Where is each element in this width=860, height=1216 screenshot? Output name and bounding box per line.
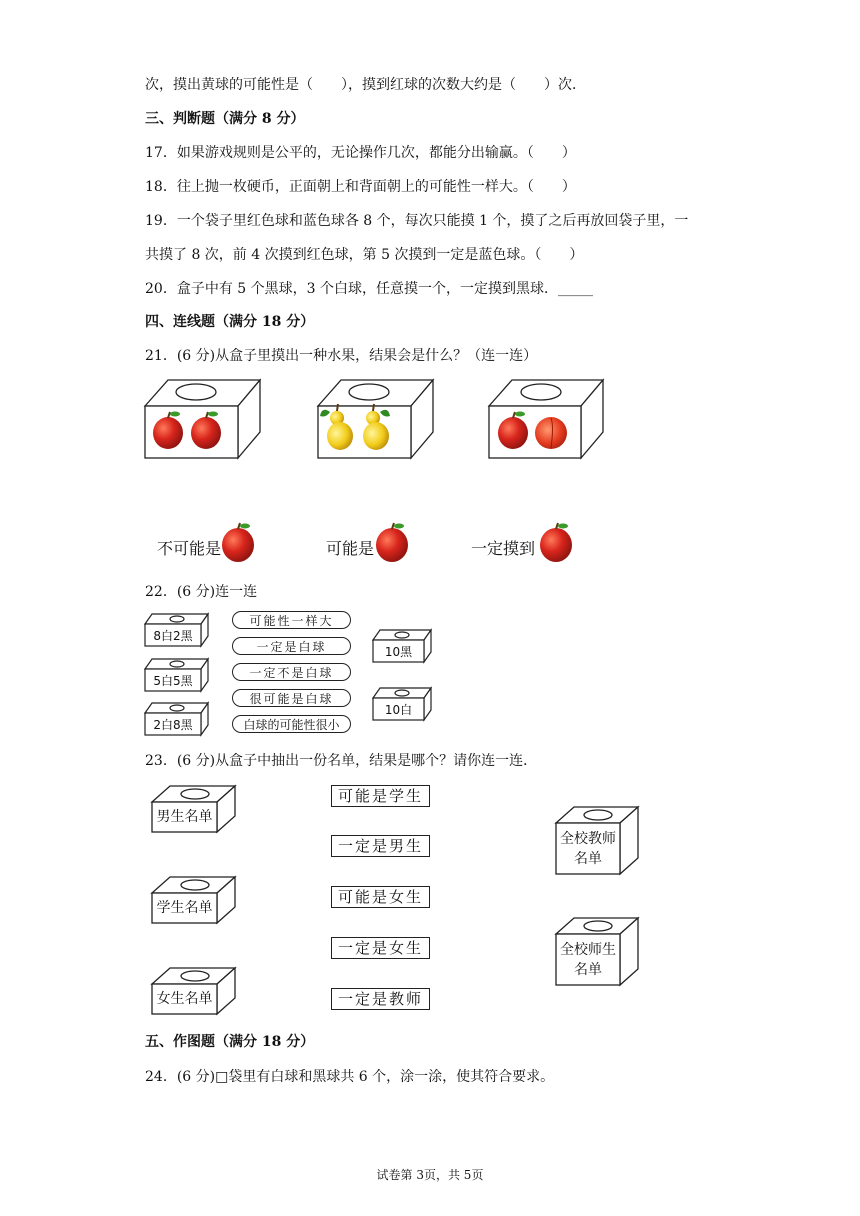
apple-icon <box>540 523 572 562</box>
q23-statement: 一定是女生 <box>331 937 430 959</box>
q22-right-box-label: 10白 <box>384 703 413 717</box>
q22-statement: 可能性一样大 <box>232 611 351 629</box>
q23-right-box-label <box>556 829 620 869</box>
q22-left-box-label: 2白8黑 <box>153 718 193 732</box>
apple-icon <box>222 523 254 562</box>
q22-left-box-label: 8白2黑 <box>153 629 193 643</box>
q23-right-box-label-line2: 名单 <box>574 962 602 978</box>
question-21: 21．(6 分)从盒子里摸出一种水果，结果会是什么？（连一连） <box>145 348 538 364</box>
question-24: 24．(6 分)□袋里有白球和黑球共 6 个，涂一涂，使其符合要求。 <box>145 1069 555 1085</box>
q23-right-box-label-line1: 全校教师 <box>560 831 616 847</box>
q22-statement: 很可能是白球 <box>232 689 351 707</box>
q21-option-impossible: 不可能是 <box>157 539 222 558</box>
q23-right-box-label-line2: 名单 <box>574 851 602 867</box>
section-heading-drawing: 五、作图题（满分 18 分） <box>145 1034 315 1050</box>
question-23: 23．(6 分)从盒子中抽出一份名单，结果是哪个？请你连一连． <box>145 753 538 769</box>
q23-statement: 可能是学生 <box>331 785 430 807</box>
q22-statement: 白球的可能性很小 <box>232 715 351 733</box>
question-20: 20．盒子中有 5 个黑球，3 个白球，任意摸一个，一定摸到黑球．_____ <box>145 281 593 297</box>
question-19-line2: 共摸了 8 次，前 4 次摸到红色球，第 5 次摸到一定是蓝色球。（ ） <box>145 247 584 263</box>
peach-icon <box>535 417 567 449</box>
q23-statement: 一定是教师 <box>331 988 430 1010</box>
q21-option-certain: 一定摸到 <box>471 539 536 558</box>
section-heading-matching: 四、连线题（满分 18 分） <box>145 314 315 330</box>
q21-option-possible: 可能是 <box>326 539 375 558</box>
q22-statement: 一定不是白球 <box>232 663 351 681</box>
q23-left-box-label: 学生名单 <box>156 900 213 916</box>
section-heading-judgement: 三、判断题（满分 8 分） <box>145 111 305 127</box>
q22-left-box-label: 5白5黑 <box>153 674 193 688</box>
question-17: 17．如果游戏规则是公平的，无论操作几次，都能分出输赢。（ ） <box>145 145 576 161</box>
question-18: 18．往上抛一枚硬币，正面朝上和背面朝上的可能性一样大。（ ） <box>145 179 576 195</box>
q23-statement: 可能是女生 <box>331 886 430 908</box>
q23-left-box-label: 女生名单 <box>156 991 213 1007</box>
q23-statement: 一定是男生 <box>331 835 430 857</box>
q22-right-box-label: 10黑 <box>384 645 413 659</box>
q23-right-box-label <box>556 940 620 980</box>
text-line-continuation: 次，摸出黄球的可能性是（ ），摸到红球的次数大约是（ ）次． <box>145 77 586 93</box>
question-22: 22．(6 分)连一连 <box>145 584 258 600</box>
page-footer: 试卷第 3页，共 5页 <box>376 1168 484 1182</box>
q23-right-box-label-line1: 全校师生 <box>560 942 616 958</box>
question-19-line1: 19．一个袋子里红色球和蓝色球各 8 个，每次只能摸 1 个，摸了之后再放回袋子里，一 <box>145 213 689 229</box>
apple-icon <box>376 523 408 562</box>
q23-left-box-label: 男生名单 <box>156 809 213 825</box>
q22-statement: 一定是白球 <box>232 637 351 655</box>
